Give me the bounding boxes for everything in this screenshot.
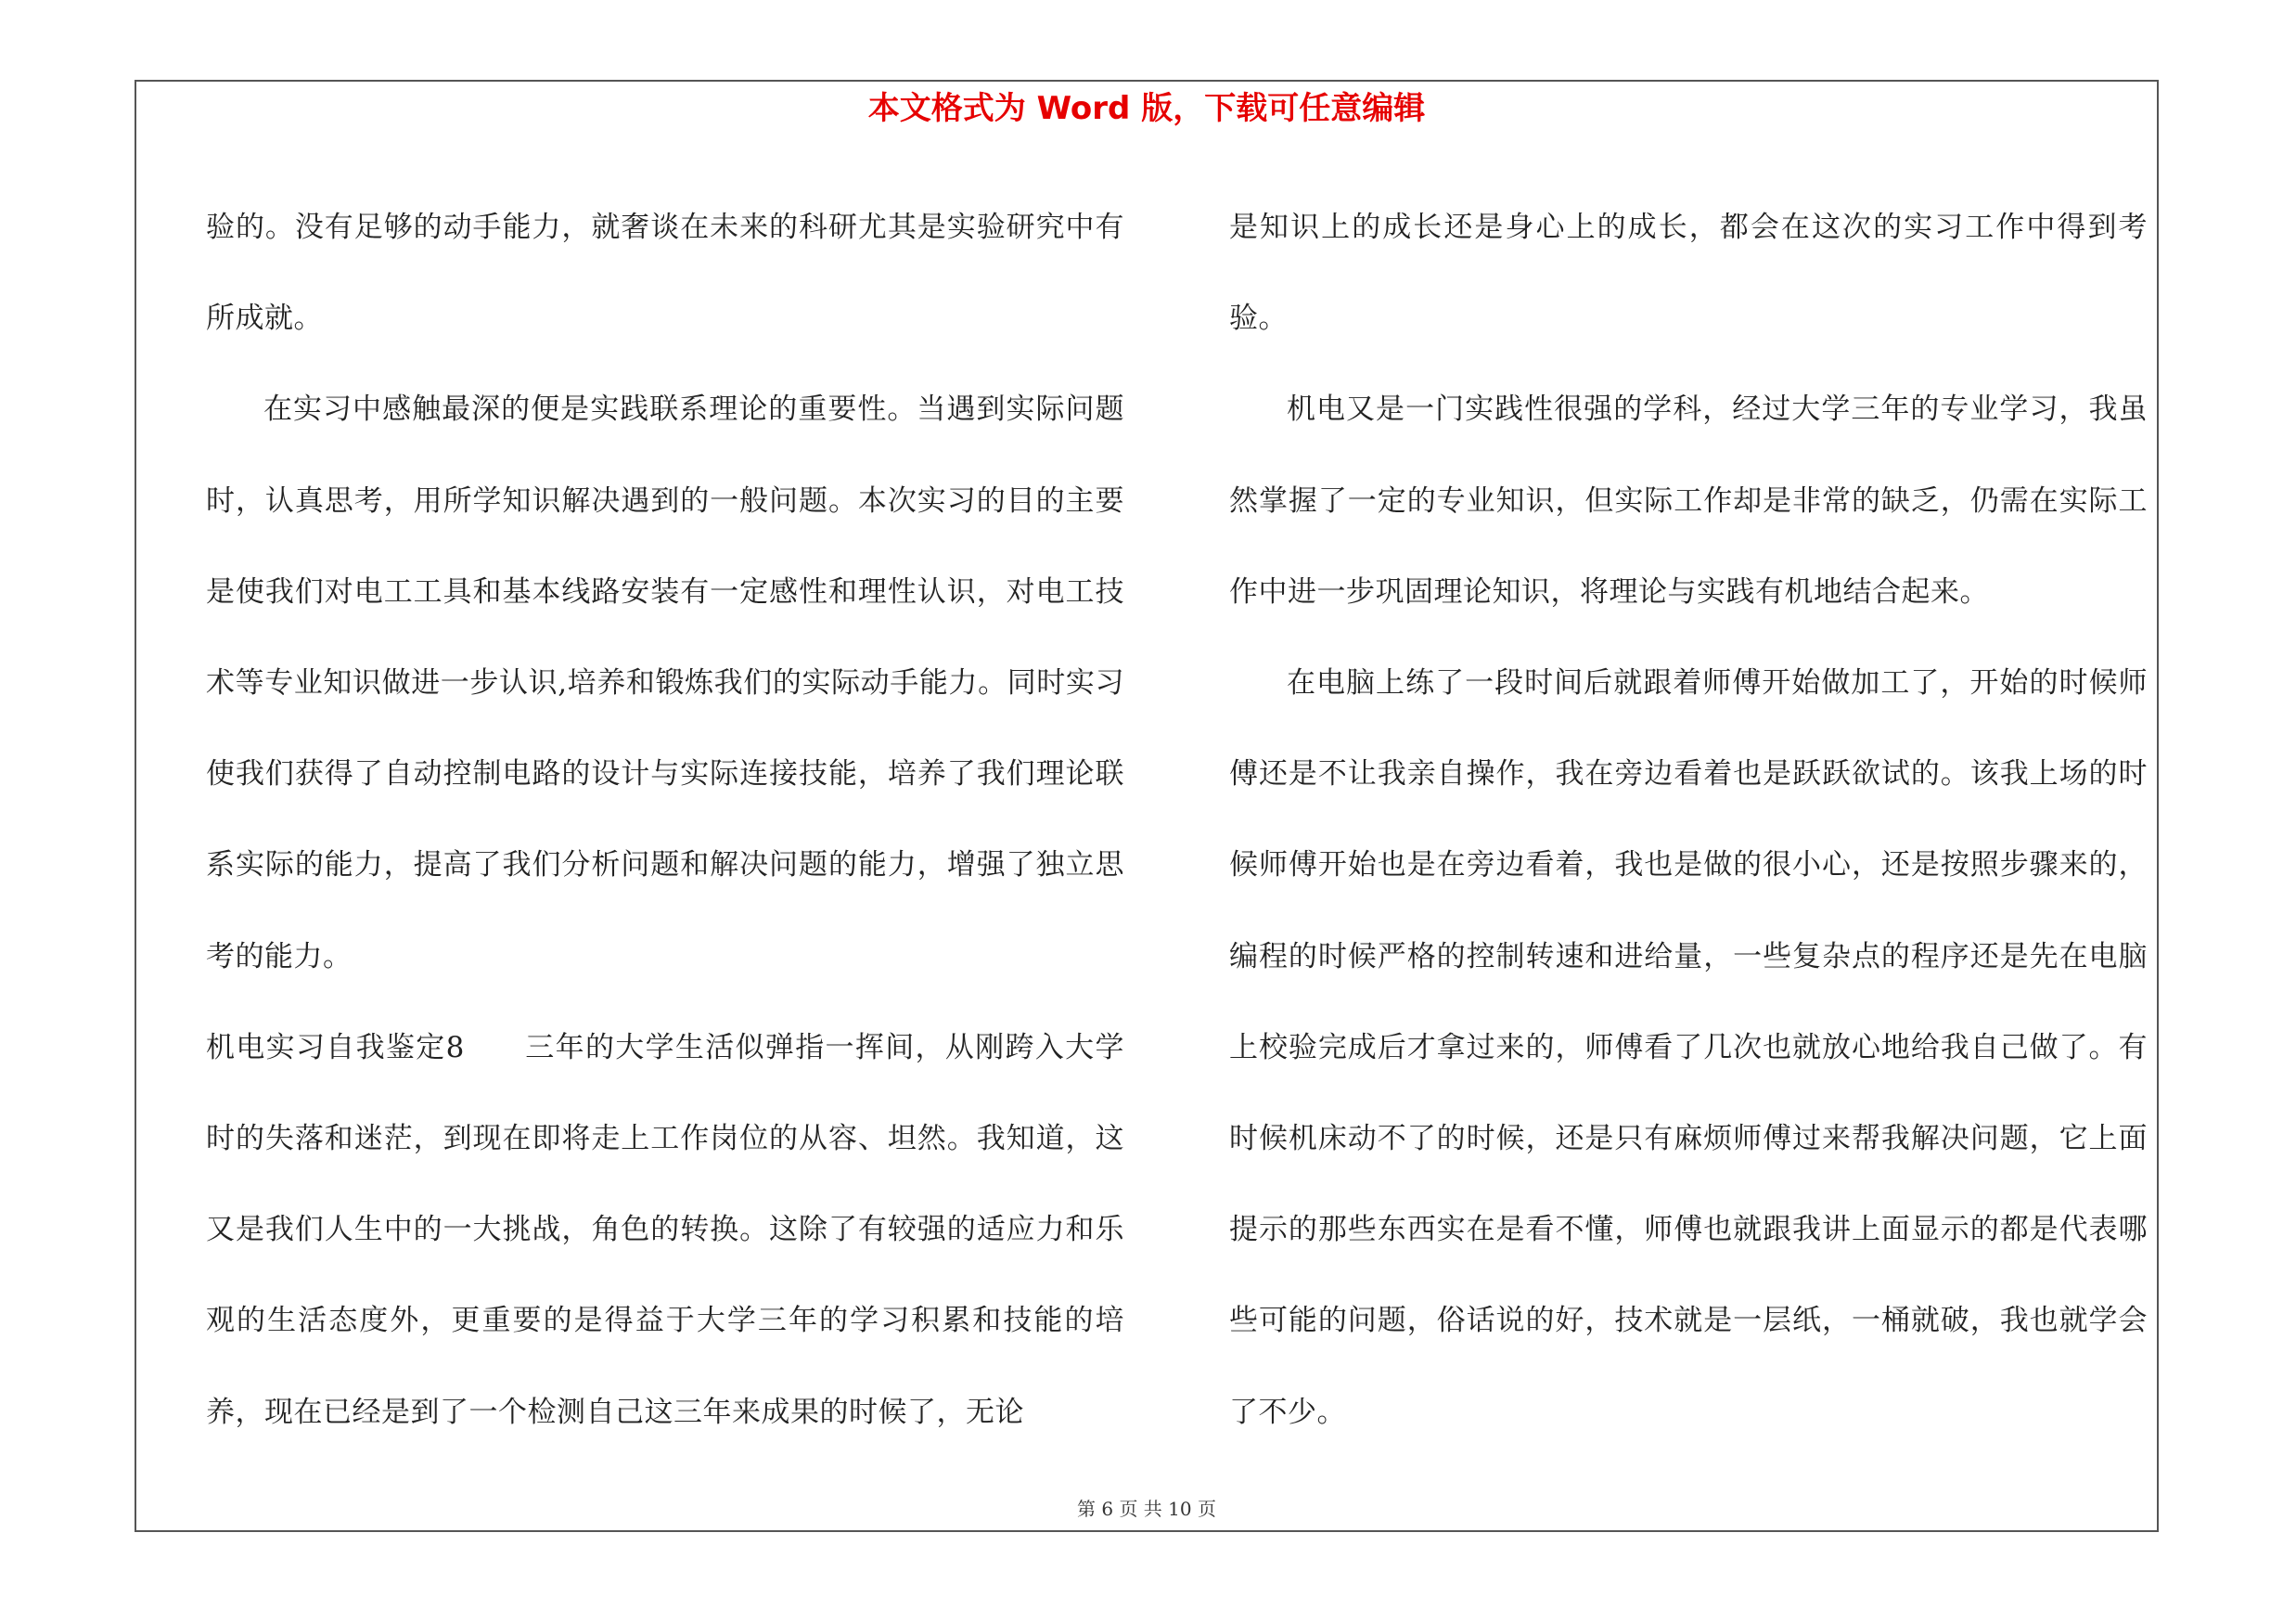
left-paragraph-1: 验的。没有足够的动手能力，就奢谈在未来的科研尤其是实验研究中有所成就。 bbox=[206, 211, 1124, 336]
document-header: 本文格式为 Word 版，下载可任意编辑 bbox=[867, 90, 1426, 127]
page-number: 第 6 页 共 10 页 bbox=[1077, 1498, 1216, 1520]
right-column bbox=[1229, 182, 2148, 1458]
left-paragraph-2: 在实习中感触最深的便是实践联系理论的重要性。当遇到实际问题时，认真思考，用所学知识解决遇到的一般问题。本次实习的目的主要是使我们对电工工具和基本线路安装有一定感性和理性认识，对电工技术等专业知识做进一步认识,培养和锻炼我们的实际动手能力。同时实习使我们获得了自动控制电路的设计与实际连接技能，培养了我们理论联系实际的能力，提高了我们分析问题和解决问题的能力，增强了独立思考的能力。 bbox=[206, 393, 1124, 973]
left-column bbox=[206, 182, 1124, 1458]
right-paragraph-3: 在电脑上练了一段时间后就跟着师傅开始做加工了，开始的时候师傅还是不让我亲自操作，我在旁边看着也是跃跃欲试的。该我上场的时候师傅开始也是在旁边看着，我也是做的很小心，还是按照步骤来的，编程的时候严格的控制转速和进给量，一些复杂点的程序还是先在电脑上校验完成后才拿过来的，师傅看了几次也就放心地给我自己做了。有时候机床动不了的时候，还是只有麻烦师傅过来帮我解决问题，它上面提示的那些东西实在是看不懂，师傅也就跟我讲上面显示的都是代表哪些可能的问题，俗话说的好，技术就是一层纸，一桶就破，我也就学会了不少。 bbox=[1229, 666, 2148, 1429]
left-paragraph-3: 机电实习自我鉴定8 三年的大学生活似弹指一挥间，从刚跨入大学时的失落和迷茫，到现在即将走上工作岗位的从容、坦然。我知道，这又是我们人生中的一大挑战，角色的转换。这除了有较强的适应力和乐观的生活态度外，更重要的是得益于大学三年的学习积累和技能的培养，现在已经是到了一个检测自己这三年来成果的时候了，无论 bbox=[206, 1030, 1124, 1429]
right-paragraph-2: 机电又是一门实践性很强的学科，经过大学三年的专业学习，我虽然掌握了一定的专业知识，但实际工作却是非常的缺乏，仍需在实际工作中进一步巩固理论知识，将理论与实践有机地结合起来。 bbox=[1229, 393, 2148, 609]
right-paragraph-1: 是知识上的成长还是身心上的成长，都会在这次的实习工作中得到考验。 bbox=[1229, 211, 2148, 336]
